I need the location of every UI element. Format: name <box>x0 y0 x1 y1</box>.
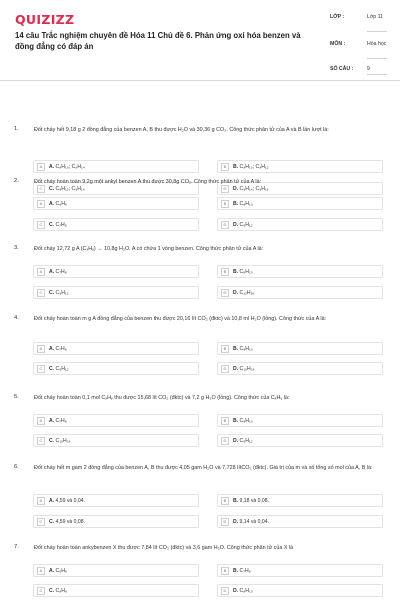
option-text: C₁₂H₁₆ <box>239 289 255 296</box>
question-number: 7. <box>14 544 19 550</box>
option-text: C₈H₁₀ <box>239 200 253 207</box>
option-letter-box: C <box>37 518 45 526</box>
question-number: 5. <box>14 394 19 400</box>
option-a[interactable] <box>33 265 199 278</box>
question-text: Đốt cháy 12,72 g A (CₓHᵧ) → 10,8g H₂O. A có chứa 1 vòng benzen. Công thức phân tử của A là: <box>34 246 264 252</box>
question-number: 4. <box>14 315 19 321</box>
option-label: A. <box>49 567 55 574</box>
option-label: D. <box>233 221 239 228</box>
option-label: B. <box>233 567 239 574</box>
option-text: 9,18 và 0,08. <box>239 497 269 504</box>
option-label: C. <box>49 437 55 444</box>
option-text: C₁₀H₁₄ <box>239 365 255 372</box>
option-a[interactable] <box>33 197 199 210</box>
option-label: C. <box>49 587 55 594</box>
option-letter-box: A <box>37 417 45 425</box>
option-c[interactable] <box>33 286 199 299</box>
option-letter-box: B <box>221 345 229 353</box>
option-b[interactable] <box>217 342 383 355</box>
option-c[interactable] <box>33 515 199 528</box>
option-letter-box: C <box>37 437 45 445</box>
option-label: D. <box>233 289 239 296</box>
subject-value: Hóa học <box>367 41 387 47</box>
question-number: 2. <box>14 178 19 184</box>
option-text: C₉H₁₂ <box>239 221 253 228</box>
option-letter-box: D <box>221 289 229 297</box>
option-label: A. <box>49 163 55 170</box>
option-letter-box: B <box>221 497 229 505</box>
option-b[interactable] <box>217 197 383 210</box>
option-letter-box: B <box>221 567 229 575</box>
option-text: C₉H₁₂ <box>239 437 253 444</box>
count-label: SỐ CÂU : <box>330 66 354 72</box>
option-d[interactable] <box>217 218 383 231</box>
option-label: C. <box>49 185 55 192</box>
option-label: B. <box>233 200 239 207</box>
option-label: D. <box>233 587 239 594</box>
option-letter-box: D <box>221 221 229 229</box>
option-letter-box: D <box>221 518 229 526</box>
option-label: C. <box>49 365 55 372</box>
option-d[interactable] <box>217 434 383 447</box>
worksheet-header <box>0 0 400 81</box>
option-a[interactable] <box>33 342 199 355</box>
option-text: C₈H₁₀ <box>239 345 253 352</box>
option-letter-box: C <box>37 587 45 595</box>
option-d[interactable] <box>217 515 383 528</box>
subject-underline <box>367 58 387 59</box>
option-letter-box: A <box>37 200 45 208</box>
worksheet-title: 14 câu Trắc nghiệm chuyên đề Hóa 11 Chủ đề 6. Phản ứng oxi hóa benzen và đồng đẳng có đáp án <box>15 31 301 51</box>
option-label: A. <box>49 268 55 275</box>
option-letter-box: D <box>221 437 229 445</box>
option-letter-box: D <box>221 185 229 193</box>
class-underline <box>367 31 387 32</box>
option-d[interactable] <box>217 584 383 597</box>
option-letter-box: C <box>37 289 45 297</box>
option-text: 4,59 và 0,08. <box>55 518 85 525</box>
option-a[interactable] <box>33 494 199 507</box>
option-letter-box: B <box>221 268 229 276</box>
option-a[interactable] <box>33 414 199 427</box>
count-value: 9 <box>367 66 370 72</box>
option-label: C. <box>49 518 55 525</box>
option-letter-box: A <box>37 345 45 353</box>
subject-label: MÔN : <box>330 41 346 47</box>
option-letter-box: A <box>37 268 45 276</box>
question-text: Đốt cháy hết 9,18 g 2 đồng đẳng của benzen A, B thu được H₂O và 30,36 g CO₂. Công thức phân tử của A và B lần lượt là: <box>34 127 329 133</box>
option-text: C₆H₆ <box>55 567 67 574</box>
class-value: Lớp 11 <box>367 14 383 20</box>
option-d[interactable] <box>217 362 383 375</box>
option-text: C₈H₁₀ <box>239 417 253 424</box>
option-label: D. <box>233 437 239 444</box>
quizizz-logo: QUIZIZZ <box>15 12 75 27</box>
option-text: C₉H₁₀; C₉H₁₂ <box>239 163 269 170</box>
option-label: D. <box>233 365 239 372</box>
question-text: Đốt cháy hoàn toàn 0,1 mol CₓHᵧ thu được 15,68 lít CO₂ (đktc) và 7,2 g H₂O (lỏng). Công thức của CₓHᵧ là: <box>34 395 290 401</box>
option-label: B. <box>233 345 239 352</box>
option-letter-box: A <box>37 497 45 505</box>
option-text: C₇H₈ <box>55 221 67 228</box>
option-text: C₇H₈ <box>55 268 67 275</box>
option-letter-box: C <box>37 185 45 193</box>
question-text: Đốt cháy hoàn toàn 9,2g một ankyl benzen A thu được 30,8g CO₂. Công thức phân tử của A là: <box>34 179 262 185</box>
option-label: A. <box>49 497 55 504</box>
option-text: C₇H₈ <box>239 567 251 574</box>
question-number: 1. <box>14 126 19 132</box>
option-text: C₆H₆ <box>55 200 67 207</box>
option-letter-box: A <box>37 567 45 575</box>
option-c[interactable] <box>33 434 199 447</box>
option-label: D. <box>233 518 239 525</box>
option-letter-box: C <box>37 365 45 373</box>
option-label: B. <box>233 417 239 424</box>
option-c[interactable] <box>33 218 199 231</box>
option-letter-box: B <box>221 417 229 425</box>
option-label: B. <box>233 163 239 170</box>
question-number: 3. <box>14 245 19 251</box>
option-text: C₈H₁₀; C₉H₁₄ <box>55 163 85 170</box>
option-a[interactable] <box>33 160 199 173</box>
option-text: C₈H₁₂; C₉H₁₄ <box>55 185 85 192</box>
option-label: A. <box>49 200 55 207</box>
option-letter-box: B <box>221 163 229 171</box>
option-text: C₈H₁₀ <box>239 587 253 594</box>
option-text: C₉H₁₂ <box>55 289 69 296</box>
question-text: Đốt cháy hoàn toàn ankybenzen X thu được 7,84 lít CO₂ (đktc) và 3,6 gam H₂O. Công thức phân tử của X là <box>34 545 294 551</box>
option-letter-box: A <box>37 163 45 171</box>
option-label: C. <box>49 221 55 228</box>
option-text: C₈H₁₀ <box>239 268 253 275</box>
option-letter-box: D <box>221 365 229 373</box>
option-text: C₉H₁₄; C₉H₁₆ <box>239 185 269 192</box>
option-text: C₈H₈ <box>55 587 68 594</box>
option-letter-box: D <box>221 587 229 595</box>
option-letter-box: C <box>37 221 45 229</box>
option-label: A. <box>49 417 55 424</box>
option-text: C₁₀H₁₄ <box>55 437 71 444</box>
question-text: Đốt cháy hết m gam 2 đồng đẳng của benzen A, B thu được 4,05 gam H₂O và 7,728 lítCO₂ (đktc). Giá trị của m và số tổng số mol của A, B là: <box>34 465 373 471</box>
option-b[interactable] <box>217 564 383 577</box>
option-b[interactable] <box>217 265 383 278</box>
option-c[interactable] <box>33 362 199 375</box>
option-label: C. <box>49 289 55 296</box>
option-label: A. <box>49 345 55 352</box>
option-d[interactable] <box>217 286 383 299</box>
question-text: Đốt cháy hoàn toàn m g A đồng đẳng của benzen thu được 20,16 lít CO₂ (đktc) và 10,8 ml H₂O (lỏng). Công thức của A là: <box>34 316 327 322</box>
option-letter-box: B <box>221 200 229 208</box>
class-label: LỚP : <box>330 14 345 20</box>
option-label: B. <box>233 497 239 504</box>
option-label: B. <box>233 268 239 275</box>
option-text: 9,14 và 0,04. <box>239 518 269 525</box>
option-label: D. <box>233 185 239 192</box>
option-text: 4,59 và 0,04. <box>55 497 85 504</box>
option-a[interactable] <box>33 564 199 577</box>
question-number: 6. <box>14 464 19 470</box>
option-text: C₉H₁₂ <box>55 365 69 372</box>
option-c[interactable] <box>33 584 199 597</box>
option-b[interactable] <box>217 494 383 507</box>
option-text: C₇H₈ <box>55 345 67 352</box>
option-b[interactable] <box>217 160 383 173</box>
count-underline <box>367 74 387 75</box>
option-b[interactable] <box>217 414 383 427</box>
option-text: C₇H₈ <box>55 417 67 424</box>
